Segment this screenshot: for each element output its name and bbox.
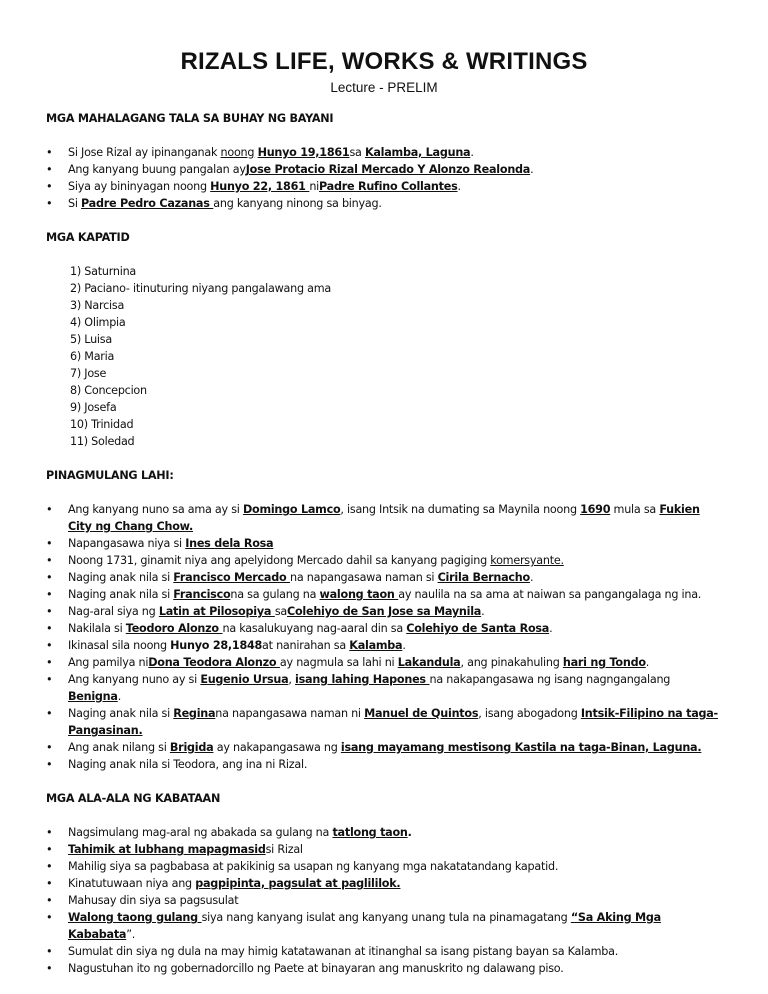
document-title: RIZALS LIFE, WORKS & WRITINGS [180,48,588,75]
pinagmulang-lahi-list [46,501,726,773]
list-item: • Naging anak nila si Teodora, ang ina ni Rizal. [46,756,726,773]
section-heading-pinagmulang-lahi: PINAGMULANG LAHI: [46,469,174,482]
list-item: • Nagustuhan ito ng gobernadorcillo ng Paete at binayaran ang manuskrito ng dalawang piso. [46,960,726,977]
list-item: • Mahilig siya sa pagbabasa at pakikinig sa usapan ng kanyang mga nakatatandang kapatid. [46,858,726,875]
list-item: • Nag-aral siya ng Latin at Pilosopiya saColehiyo de San Jose sa Maynila. [46,603,726,620]
list-item: 7) Jose [70,367,107,380]
list-item: • Walong taong gulang siya nang kanyang isulat ang kanyang unang tula na pinamagatang “Sa Aking Mga Kababata”. [46,909,726,943]
list-item: • Naging anak nila si Franciscona sa gulang na walong taon ay naulila na sa ama at naiwan sa pangangalaga ng ina. [46,586,726,603]
list-item: • Nakilala si Teodoro Alonzo na kasalukuyang nag-aaral din sa Colehiyo de Santa Rosa. [46,620,726,637]
document-body [46,100,726,977]
section-heading-ala-ala-ng-kabataan: MGA ALA-ALA NG KABATAAN [46,792,221,805]
list-item: 3) Narcisa [70,299,125,312]
list-item: 6) Maria [70,350,115,363]
list-item: 11) Soledad [70,435,135,448]
list-item: • Ikinasal sila noong Hunyo 28,1848at nanirahan sa Kalamba. [46,637,726,654]
list-item: 5) Luisa [70,333,112,346]
list-item: 8) Concepcion [70,384,147,397]
list-item: • Si Jose Rizal ay ipinanganak noong Hunyo 19,1861sa Kalamba, Laguna. [46,144,726,161]
list-item: • Ang kanyang buung pangalan ayJose Protacio Rizal Mercado Y Alonzo Realonda. [46,161,726,178]
siblings-list [46,263,726,450]
list-item: 2) Paciano- itinuturing niyang pangalawang ama [70,282,331,295]
section-heading-mga-kapatid: MGA KAPATID [46,231,130,244]
list-item: 9) Josefa [70,401,117,414]
list-item: • Tahimik at lubhang mapagmasidsi Rizal [46,841,726,858]
list-item: • Noong 1731, ginamit niya ang apelyidong Mercado dahil sa kanyang pagiging komersyante. [46,552,726,569]
list-item: • Naging anak nila si Reginana napangasawa naman ni Manuel de Quintos, isang abogadong Intsik-Filipino na taga-Pangasinan. [46,705,726,739]
list-item: • Naging anak nila si Francisco Mercado na napangasawa naman si Cirila Bernacho. [46,569,726,586]
list-item: • Sumulat din siya ng dula na may himig katatawanan at itinanghal sa isang pistang bayan sa Kalamba. [46,943,726,960]
list-item: • Nagsimulang mag-aral ng abakada sa gulang na tatlong taon. [46,824,726,841]
section-heading-mahalagang-tala: MGA MAHALAGANG TALA SA BUHAY NG BAYANI [46,112,334,125]
list-item: • Napangasawa niya si Ines dela Rosa [46,535,726,552]
mahalagang-tala-list [46,144,726,212]
list-item: • Ang kanyang nuno sa ama ay si Domingo Lamco, isang Intsik na dumating sa Maynila noong 1690 mula sa Fukien City ng Chang Chow. [46,501,726,535]
list-item: • Ang anak nilang si Brigida ay nakapangasawa ng isang mayamang mestisong Kastila na taga-Binan, Laguna. [46,739,726,756]
list-item: 1) Saturnina [70,265,137,278]
list-item: • Si Padre Pedro Cazanas ang kanyang ninong sa binyag. [46,195,726,212]
list-item: 10) Trinidad [70,418,134,431]
list-item: • Mahusay din siya sa pagsusulat [46,892,726,909]
list-item: 4) Olimpia [70,316,126,329]
list-item: • Kinatutuwaan niya ang pagpipinta, pagsulat at paglililok. [46,875,726,892]
list-item: • Siya ay bininyagan noong Hunyo 22, 1861 niPadre Rufino Collantes. [46,178,726,195]
ala-ala-list [46,824,726,977]
document-subtitle: Lecture - PRELIM [330,80,438,95]
list-item: • Ang kanyang nuno ay si Eugenio Ursua, isang lahing Hapones na nakapangasawa ng isang nagngangalang Benigna. [46,671,726,705]
list-item: • Ang pamilya niDona Teodora Alonzo ay nagmula sa lahi ni Lakandula, ang pinakahuling hari ng Tondo. [46,654,726,671]
